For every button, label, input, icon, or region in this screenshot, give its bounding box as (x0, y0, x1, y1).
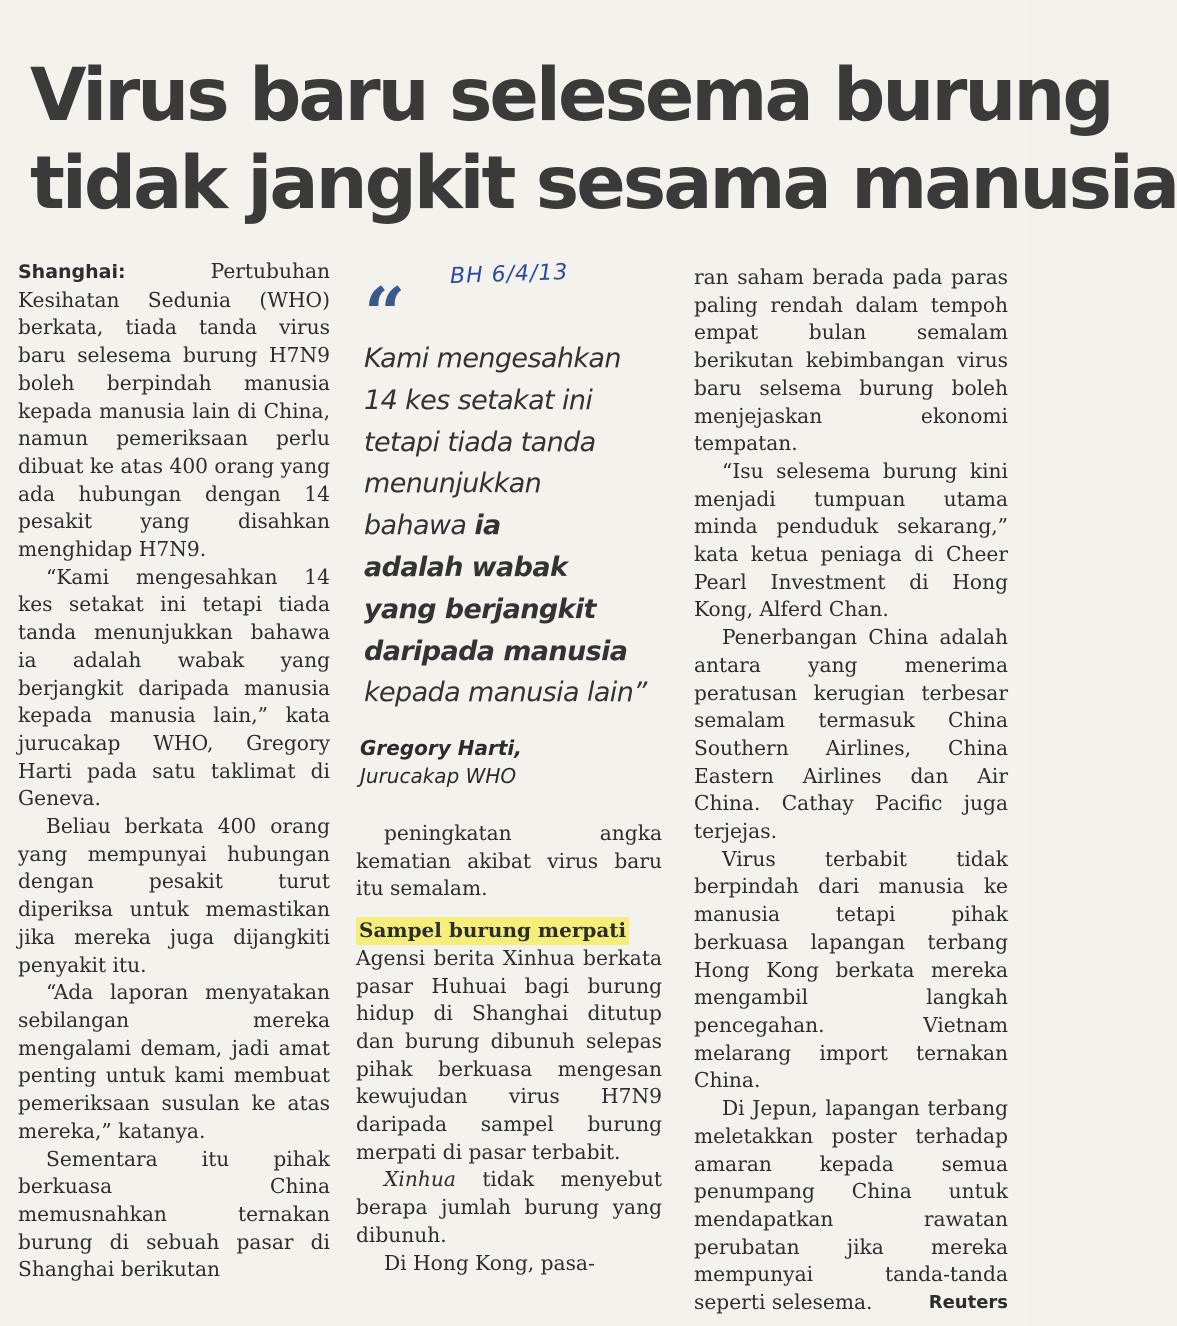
pull-quote-emphasis: daripada manusia (364, 635, 628, 667)
pull-quote-line (364, 505, 684, 547)
paragraph: Agensi berita Xinhua berkata pasar Huhuai bagi burung hidup di Shanghai ditutup dan burung dibunuh selepas pihak berkuasa mengesan kewujudan virus H7N9 daripada sampel burung merpati di pasar terbabit. (356, 945, 662, 1164)
quote-attribution (360, 734, 522, 790)
paragraph: Penerbangan China adalah antara yang menerima peratusan kerugian terbesar semalam termasuk China Southern Airlines, China Eastern Airlines dan Air China. Cathay Pacific juga terjejas. (694, 625, 1008, 844)
headline-line-1: Virus baru selesema burung (30, 53, 1112, 138)
source-name: Xinhua (384, 1167, 456, 1192)
pull-quote-line: tetapi tiada tanda (364, 426, 596, 458)
pull-quote-text: bahawa (364, 510, 475, 542)
paragraph-text: tidak menyebut berapa jumlah burung yang dibunuh. (356, 1167, 662, 1247)
paragraph: “Isu selesema burung kini menjadi tumpuan utama minda penduduk sekarang,” kata ketua peniaga di Cheer Pearl Investment di Hong Kong, Alferd Chan. (694, 458, 1008, 622)
pull-quote (364, 338, 684, 714)
pull-quote-line: Kami mengesahkan (364, 343, 621, 374)
spacer (356, 903, 662, 917)
pull-quote-line (364, 631, 684, 673)
pull-quote-line (364, 547, 684, 589)
subhead-wrap (356, 917, 662, 945)
paragraph-text: Di Jepun, lapangan terbang meletakkan poster terhadap amaran kepada semua penumpang China untuk mendapatkan rawatan perubatan jika mereka mempunyai tanda-tanda seperti selesema. (694, 1096, 1008, 1315)
quote-author-role: Jurucakap WHO (360, 764, 517, 788)
article-column-3 (694, 264, 1008, 1317)
headline (30, 52, 1177, 228)
article-column-1 (18, 258, 330, 1284)
pull-quote-line: kepada manusia lain” (364, 677, 647, 709)
quote-mark-icon: “ (364, 271, 406, 356)
news-agency-signoff: Reuters (928, 1292, 1008, 1314)
paragraph: “Ada laporan menyatakan sebilangan mereka mengalami demam, jadi amat penting untuk kami membuat pemeriksaan susulan ke atas mereka,” katanya. (18, 980, 330, 1143)
paragraph: Beliau berkata 400 orang yang mempunyai hubungan dengan pesakit turut diperiksa untuk memastikan jika mereka juga dijangkiti penyakit itu. (18, 814, 330, 977)
pull-quote-emphasis: ia (474, 510, 501, 542)
paragraph (18, 258, 330, 564)
handwritten-date-note: BH 6/4/13 (449, 259, 569, 290)
paragraph: “Kami mengesahkan 14 kes setakat ini tetapi tiada tanda menunjukkan bahawa ia adalah wabak yang berjangkit daripada manusia kepada manusia lain,” kata jurucakap WHO, Gregory Harti pada satu taklimat di Geneva. (18, 564, 330, 811)
pull-quote-line: menunjukkan (364, 468, 542, 500)
pull-quote-emphasis: adalah wabak (364, 551, 568, 583)
paragraph: Di Hong Kong, pasa- (384, 1250, 595, 1275)
headline-line-2: tidak jangkit sesama manusia (30, 141, 1177, 226)
quote-author: Gregory Harti, (360, 736, 522, 760)
paragraph (694, 1095, 1008, 1317)
paragraph (356, 1166, 662, 1249)
paragraph: peningkatan angka kematian akibat virus baru itu semalam. (356, 821, 662, 901)
dateline: Shanghai: (18, 261, 126, 283)
paragraph: Sementara itu pihak berkuasa China memusnahkan ternakan burung di sebuah pasar di Shanghai berikutan (18, 1146, 330, 1282)
paragraph: Virus terbabit tidak berpindah dari manusia ke manusia tetapi pihak berkuasa lapangan terbang Hong Kong berkata mereka mengambil langkah pencegahan. Vietnam melarang import ternakan China. (694, 846, 1008, 1093)
pull-quote-line: 14 kes setakat ini (364, 384, 593, 416)
paragraph: ran saham berada pada paras paling rendah dalam tempoh empat bulan semalam berikutan kebimbangan virus baru selsema burung boleh menjejaskan ekonomi tempatan. (694, 265, 1008, 456)
paragraph-text: Pertubuhan Kesihatan Sedunia (WHO) berkata, tiada tanda virus baru selesema burung H7N9 boleh berpindah manusia kepada manusia lain di China, namun pemeriksaan perlu dibuat ke atas 400 orang yang ada hubungan dengan 14 pesakit yang disahkan menghidap H7N9. (18, 259, 330, 562)
article-column-2 (356, 820, 662, 1277)
pull-quote-line (364, 589, 684, 631)
pull-quote-emphasis: yang berjangkit (364, 593, 596, 625)
subheading: Sampel burung merpati (356, 917, 629, 945)
